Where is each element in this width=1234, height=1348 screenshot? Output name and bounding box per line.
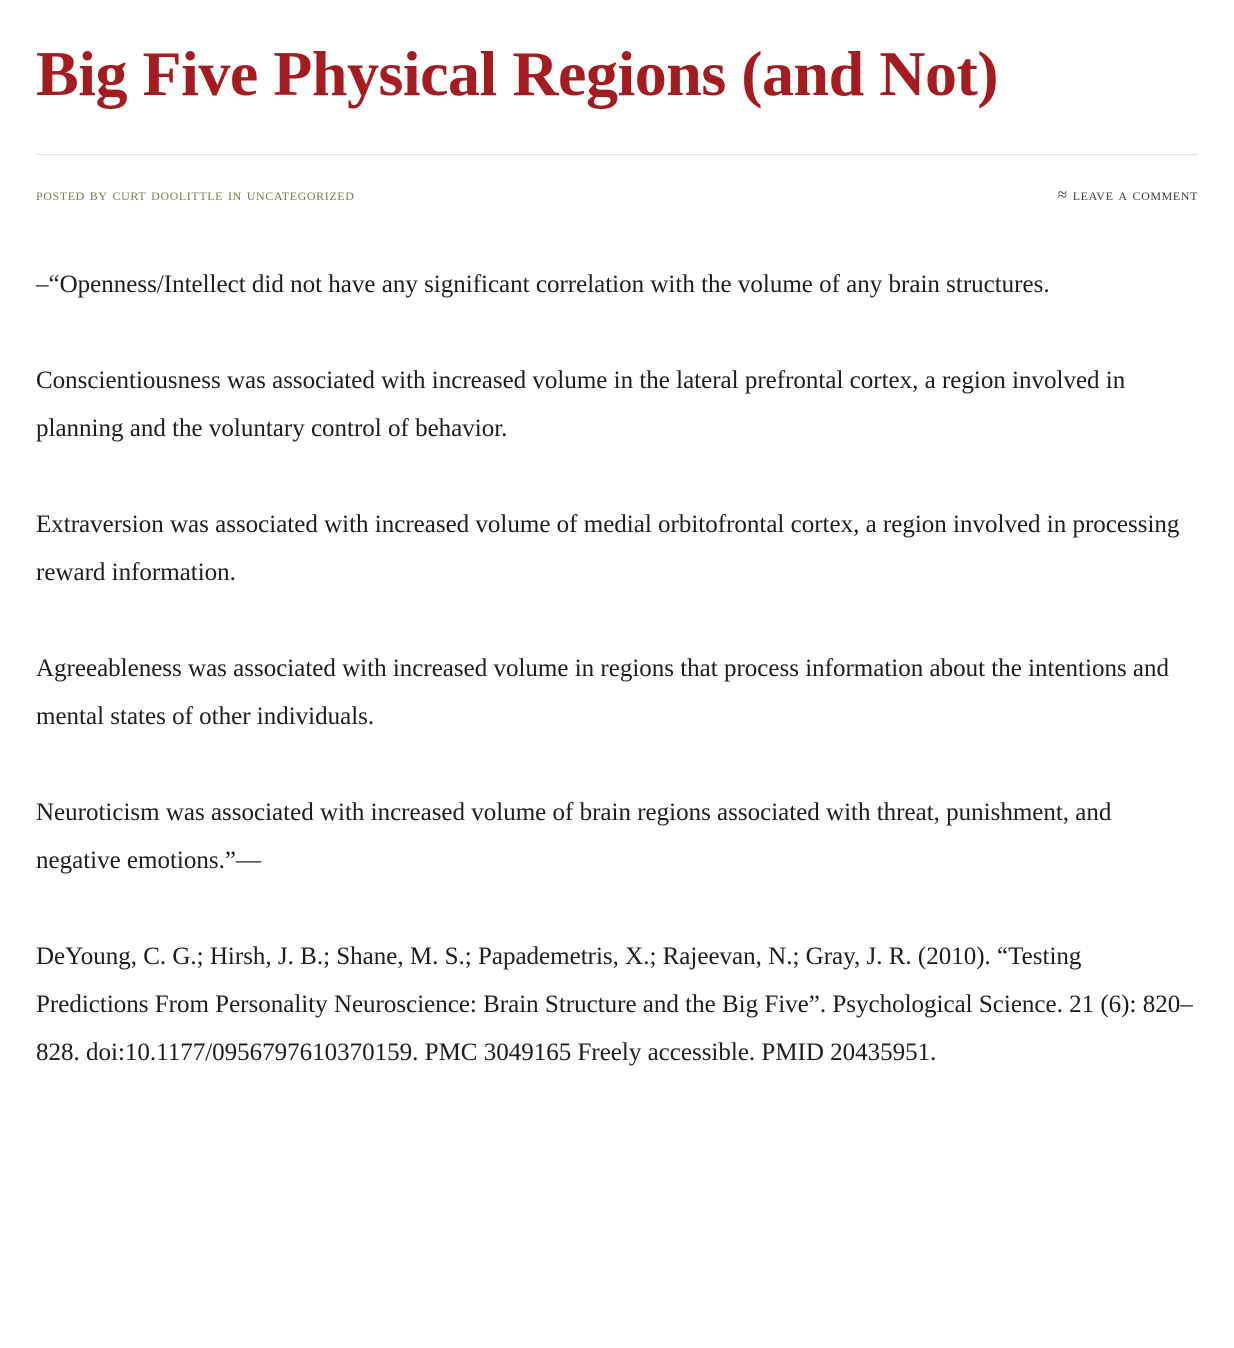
comment-area	[1058, 185, 1198, 205]
leave-a-comment-link[interactable]: leave a comment	[1072, 184, 1198, 204]
paragraph-agreeableness: Agreeableness was associated with increased volume in regions that process information about the intentions and mental states of other individuals.	[36, 654, 1170, 730]
post-author-link[interactable]: curt doolittle	[112, 184, 224, 204]
post-content	[36, 205, 1198, 1117]
comment-icon: ≈	[1057, 184, 1068, 204]
paragraph-conscientiousness: Conscientiousness was associated with increased volume in the lateral prefrontal cortex, a region involved in planning and the voluntary control of behavior.	[36, 366, 1126, 442]
title-divider	[36, 154, 1198, 155]
paragraph-citation: DeYoung, C. G.; Hirsh, J. B.; Shane, M. S.; Papademetris, X.; Rajeevan, N.; Gray, J. R. (2010). “Testing Predictions From Personality Neuroscience: Brain Structure and the Big Five”. Psychological Science. 21 (6): 820–828. doi:10.1177/0956797610370159. PMC 3049165 Freely accessible. PMID 20435951.	[36, 942, 1193, 1066]
page-title: Big Five Physical Regions (and Not)	[36, 38, 999, 109]
post-meta-row	[36, 163, 1198, 205]
posted-by-label: posted by	[36, 184, 108, 204]
paragraph-extraversion: Extraversion was associated with increased volume of medial orbitofrontal cortex, a region involved in processing reward information.	[36, 510, 1180, 586]
paragraph-openness: –“Openness/Intellect did not have any significant correlation with the volume of any brain structures.	[36, 270, 1050, 298]
in-label: in	[227, 184, 242, 204]
post-byline	[36, 185, 355, 205]
paragraph-neuroticism: Neuroticism was associated with increased volume of brain regions associated with threat, punishment, and negative emotions.”—	[36, 798, 1112, 874]
post-category-link[interactable]: uncategorized	[246, 184, 355, 204]
